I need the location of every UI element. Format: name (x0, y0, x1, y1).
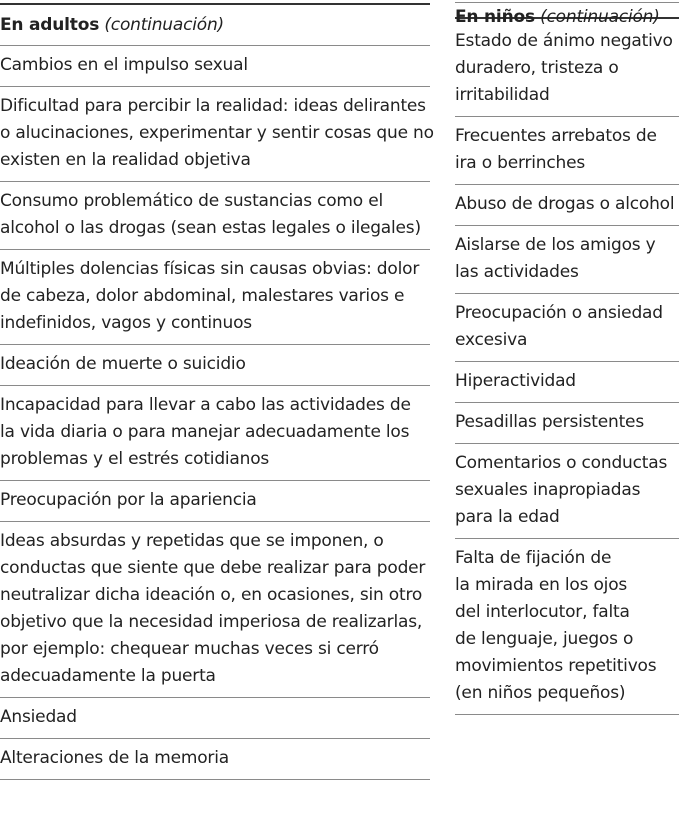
list-item-line: Pesadillas persistentes (455, 412, 644, 432)
list-item-line: Comentarios o conductas (455, 453, 668, 473)
list-item-line: la vida diaria o para manejar adecuadamente los (0, 422, 410, 442)
list-item-line: adecuadamente la puerta (0, 666, 216, 686)
list-item-line: alcohol o las drogas (sean estas legales o ilegales) (0, 218, 421, 238)
list-item (0, 345, 430, 386)
list-item (455, 403, 679, 444)
list-item-line: Ideación de muerte o suicidio (0, 354, 246, 374)
list-item-line: movimientos repetitivos (455, 656, 657, 676)
list-item-line: Falta de fijación de (455, 548, 612, 568)
children-column (455, 0, 679, 715)
list-item-line: irritabilidad (455, 85, 550, 105)
list-item (455, 117, 679, 185)
list-item (0, 250, 430, 345)
adults-heading (0, 5, 430, 46)
list-item-line: Ansiedad (0, 707, 77, 727)
list-item (455, 28, 679, 117)
list-item-line: ira o berrinches (455, 153, 586, 173)
list-item (455, 185, 679, 226)
adults-heading-note: (continuación) (104, 15, 224, 35)
list-item-line: Múltiples dolencias físicas sin causas obvias: dolor (0, 259, 420, 279)
list-item-line: Hiperactividad (455, 371, 576, 391)
list-item-line: Aislarse de los amigos y (455, 235, 656, 255)
list-item (0, 481, 430, 522)
list-item-line: Ideas absurdas y repetidas que se imponen, o (0, 531, 384, 551)
list-item (455, 362, 679, 403)
list-item-line: por ejemplo: chequear muchas veces si cerró (0, 639, 379, 659)
list-item-line: Preocupación o ansiedad (455, 303, 663, 323)
list-item-line: de cabeza, dolor abdominal, malestares varios e (0, 286, 405, 306)
list-item-line: de lenguaje, juegos o (455, 629, 634, 649)
list-item-line: conductas que siente que debe realizar para poder (0, 558, 426, 578)
list-item-line: Abuso de drogas o alcohol (455, 194, 675, 214)
children-heading-title: En niños (455, 7, 535, 27)
list-item-line: objetivo que la necesidad imperiosa de realizarlas, (0, 612, 423, 632)
list-item-line: (en niños pequeños) (455, 683, 626, 703)
list-item (0, 522, 430, 698)
children-heading (455, 0, 679, 31)
list-item-line: Frecuentes arrebatos de (455, 126, 657, 146)
list-item-line: Estado de ánimo negativo (455, 31, 673, 51)
adults-heading-title: En adultos (0, 15, 100, 35)
list-item (0, 46, 430, 87)
list-item-line: problemas y el estrés cotidianos (0, 449, 270, 469)
list-item-line: para la edad (455, 507, 560, 527)
list-item-line: sexuales inapropiadas (455, 480, 641, 500)
list-item-line: Cambios en el impulso sexual (0, 55, 248, 75)
list-item (455, 539, 679, 715)
list-item-line: Consumo problemático de sustancias como el (0, 191, 383, 211)
list-item-line: neutralizar dicha ideación o, en ocasiones, sin otro (0, 585, 423, 605)
children-heading-note: (continuación) (540, 7, 660, 27)
list-item (455, 294, 679, 362)
list-item-line: excesiva (455, 330, 528, 350)
list-item-line: Incapacidad para llevar a cabo las actividades de (0, 395, 411, 415)
children-list (455, 28, 679, 715)
list-item-line: del interlocutor, falta (455, 602, 630, 622)
list-item-line: o alucinaciones, experimentar y sentir cosas que no (0, 123, 434, 143)
list-item-line: las actividades (455, 262, 579, 282)
list-item (0, 739, 430, 780)
list-item-line: indefinidos, vagos y continuos (0, 313, 252, 333)
list-item (455, 444, 679, 539)
list-item (455, 226, 679, 294)
list-item-line: Dificultad para percibir la realidad: ideas delirantes (0, 96, 426, 116)
list-item (0, 386, 430, 481)
adults-list (0, 46, 434, 780)
list-item (0, 182, 430, 250)
list-item (0, 698, 430, 739)
list-item-line: duradero, tristeza o (455, 58, 619, 78)
list-item-line: Alteraciones de la memoria (0, 748, 229, 768)
list-item-line: la mirada en los ojos (455, 575, 628, 595)
list-item-line: Preocupación por la apariencia (0, 490, 257, 510)
list-item (0, 87, 434, 182)
list-item-line: existen en la realidad objetiva (0, 150, 251, 170)
